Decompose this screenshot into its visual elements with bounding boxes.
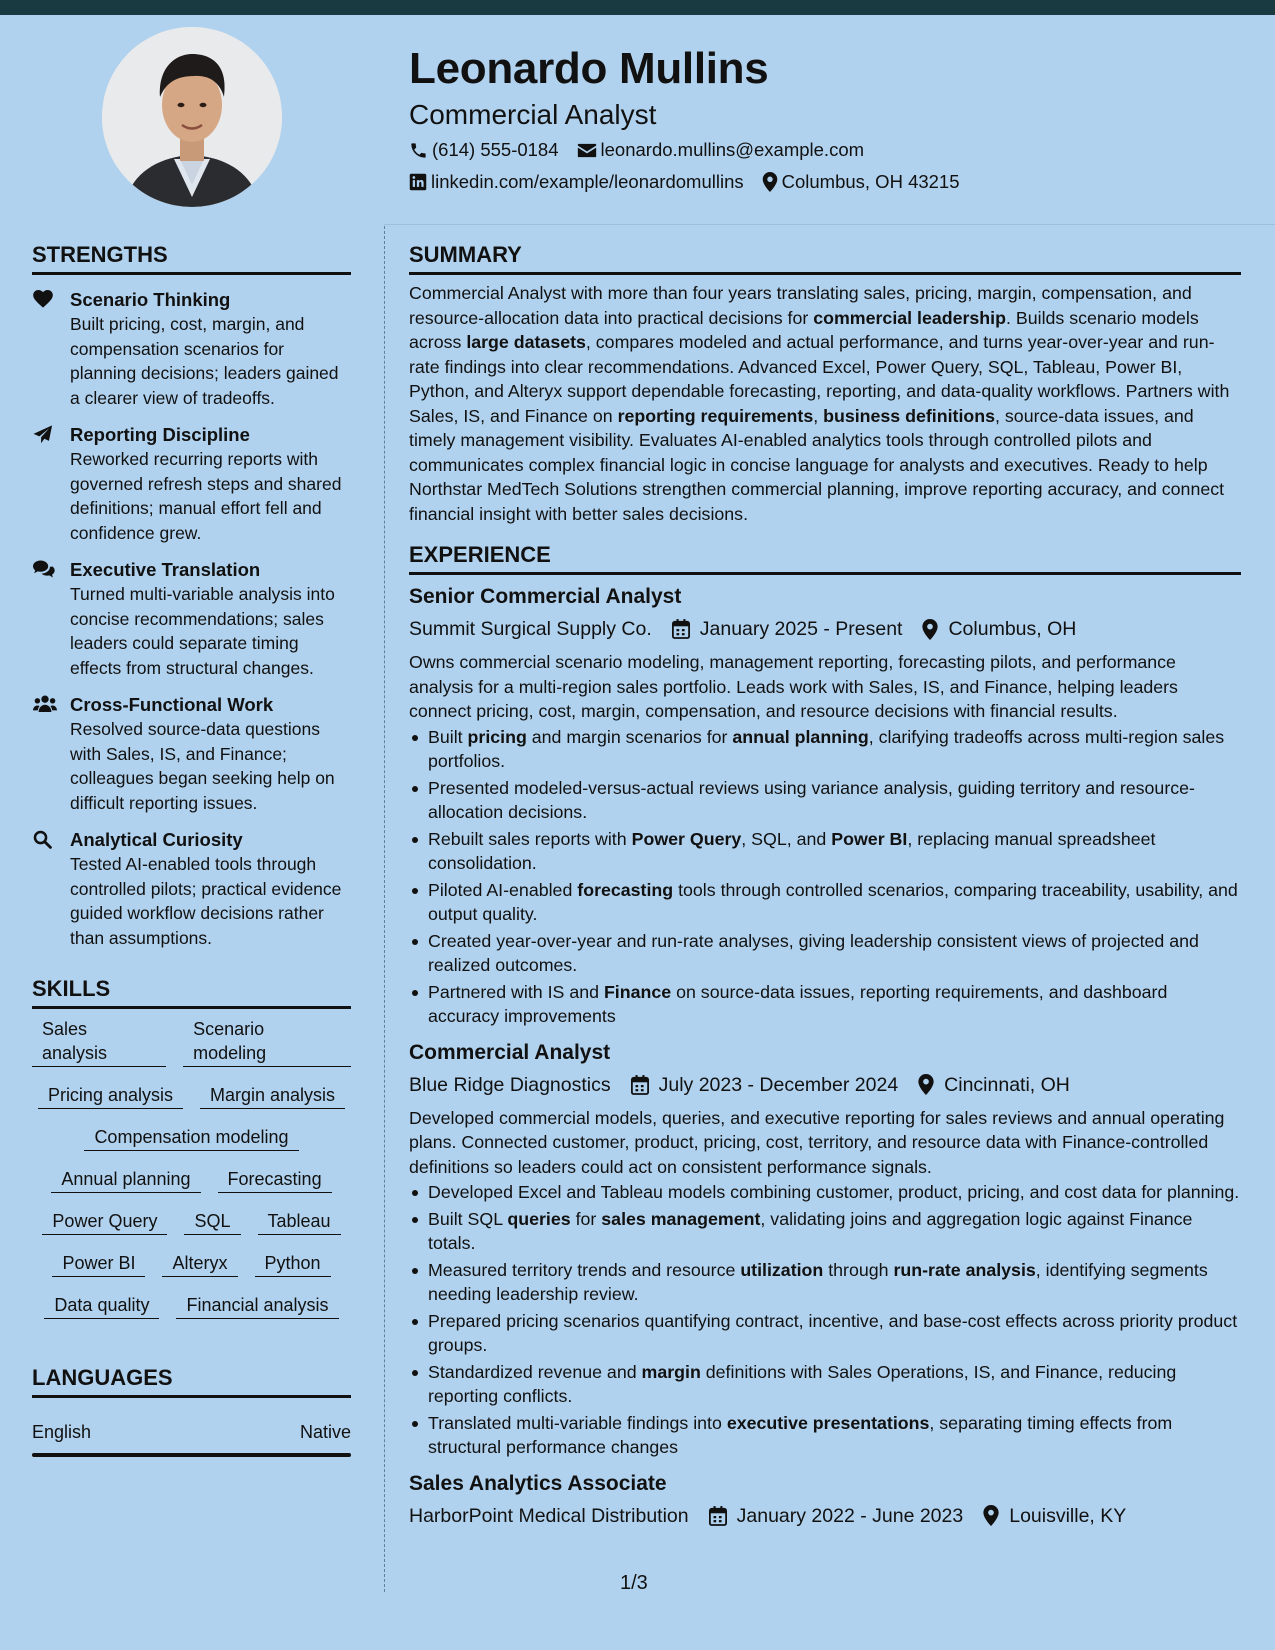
strength-item xyxy=(32,288,351,410)
job-location: Louisville, KY xyxy=(1009,1504,1127,1527)
job-entry xyxy=(409,1470,1241,1530)
strength-item xyxy=(32,423,351,545)
skill-tag: Forecasting xyxy=(218,1167,332,1193)
job-dates: January 2022 - June 2023 xyxy=(736,1504,964,1527)
text-run: Built SQL xyxy=(428,1208,508,1229)
job-dates: January 2025 - Present xyxy=(699,618,903,640)
bullet-item xyxy=(409,776,1241,825)
skill-row xyxy=(32,1167,351,1193)
skill-tag: Python xyxy=(255,1251,331,1277)
emphasis-text: annual planning xyxy=(732,726,869,747)
language-name: English xyxy=(32,1422,92,1442)
job-bullets xyxy=(409,725,1241,1029)
job-location: Cincinnati, OH xyxy=(944,1073,1070,1096)
experience-list xyxy=(409,583,1241,1530)
emphasis-text: forecasting xyxy=(577,879,674,900)
job-entry xyxy=(409,1039,1241,1460)
page-number: 1/3 xyxy=(620,1572,648,1594)
profile-photo xyxy=(102,27,282,207)
calendar-icon xyxy=(709,1506,727,1526)
skill-row xyxy=(32,1125,351,1151)
text-run: , identifying segments needing leadership review. xyxy=(428,1259,1208,1304)
contact-row-1 xyxy=(409,138,1249,162)
skill-tag: Financial analysis xyxy=(176,1293,338,1319)
text-run: , xyxy=(813,405,824,426)
strength-item xyxy=(32,558,351,680)
emphasis-text: Power Query xyxy=(631,828,742,849)
text-run: Created year-over-year and run-rate analyses, giving leadership consistent views of projected and realized outcomes. xyxy=(428,930,1199,975)
text-run: Prepared pricing scenarios quantifying contract, incentive, and base-cost effects across priority product groups. xyxy=(428,1310,1238,1355)
strength-title: Executive Translation xyxy=(70,559,261,580)
skill-row xyxy=(32,1251,351,1277)
email-contact xyxy=(577,138,865,162)
profile-photo-illustration xyxy=(102,27,282,207)
job-title: Senior Commercial Analyst xyxy=(409,585,682,608)
calendar-icon xyxy=(631,1075,649,1095)
text-run: , validating joins and aggregation logic against Finance totals. xyxy=(428,1208,1193,1253)
company-name: HarborPoint Medical Distribution xyxy=(409,1504,689,1527)
emphasis-text: sales management xyxy=(601,1208,761,1229)
text-run: Piloted AI-enabled xyxy=(428,879,578,900)
job-meta xyxy=(409,1071,1241,1099)
text-run: , SQL, and xyxy=(741,828,832,849)
phone-contact xyxy=(409,138,559,162)
skill-tag: Scenario modeling xyxy=(183,1017,351,1067)
linkedin-icon xyxy=(409,173,427,191)
strength-description: Tested AI-enabled tools through controlled pilots; practical evidence guided workflow decisions rather than assumptions. xyxy=(70,854,342,948)
text-run: Commercial Analyst with more than four years translating sales, pricing, margin, compensation, and resource-allocation data into practical decisions for xyxy=(409,283,1192,328)
linkedin-url[interactable]: linkedin.com/example/leonardomullins xyxy=(431,171,744,192)
emphasis-text: utilization xyxy=(740,1259,824,1280)
text-run: on source-data issues, reporting requirements, and dashboard accuracy improvements xyxy=(428,981,1168,1026)
text-run: Built xyxy=(428,726,468,747)
heart-icon xyxy=(33,290,53,308)
skill-row xyxy=(32,1209,351,1235)
bullet-item xyxy=(409,1180,1241,1205)
job-meta xyxy=(409,615,1241,643)
candidate-role: Commercial Analyst xyxy=(409,99,657,130)
skill-row xyxy=(32,1017,351,1067)
map-pin-icon xyxy=(918,1074,934,1095)
location-contact xyxy=(762,170,960,194)
skill-tag: Power Query xyxy=(42,1209,167,1235)
text-run: Measured territory trends and resource xyxy=(428,1259,741,1280)
text-run: through xyxy=(823,1259,894,1280)
skill-tag: Data quality xyxy=(44,1293,159,1319)
emphasis-text: Finance xyxy=(603,981,672,1002)
text-run: Developed Excel and Tableau models combining customer, product, pricing, and cost data for planning. xyxy=(428,1182,1240,1202)
emphasis-text: run-rate analysis xyxy=(893,1259,1036,1280)
text-run: Standardized revenue and xyxy=(428,1361,642,1382)
strengths-heading: STRENGTHS xyxy=(32,240,351,275)
strength-title: Reporting Discipline xyxy=(70,424,250,445)
skill-tag: Sales analysis xyxy=(32,1017,166,1067)
bullet-item xyxy=(409,1207,1241,1256)
resume-header xyxy=(409,40,1249,194)
skill-tag: Pricing analysis xyxy=(38,1083,183,1109)
strength-description: Built pricing, cost, margin, and compensation scenarios for planning decisions; leaders gained a clearer view of tradeoffs. xyxy=(70,314,339,408)
text-run: Partnered with IS and xyxy=(428,981,604,1002)
skill-tag: Power BI xyxy=(52,1251,145,1277)
emphasis-text: executive presentations xyxy=(726,1412,930,1433)
skill-tag: Compensation modeling xyxy=(84,1125,298,1151)
strength-description: Resolved source-data questions with Sales, IS, and Finance; colleagues began seeking help on difficult reporting issues. xyxy=(70,719,335,813)
envelope-icon xyxy=(577,142,597,159)
column-divider xyxy=(384,226,385,1592)
text-run: , clarifying tradeoffs across multi-region sales portfolios. xyxy=(428,726,1225,771)
map-pin-icon xyxy=(983,1505,999,1526)
text-run: , replacing manual spreadsheet consolidation. xyxy=(428,828,1156,873)
text-run: , separating timing effects from structural performance changes xyxy=(428,1412,1173,1457)
calendar-icon xyxy=(672,619,690,639)
phone-number[interactable]: (614) 555-0184 xyxy=(432,139,559,160)
bullet-item xyxy=(409,827,1241,876)
job-location: Columbus, OH xyxy=(948,618,1077,640)
summary-heading: SUMMARY xyxy=(409,240,1241,275)
emphasis-text: pricing xyxy=(467,726,527,747)
users-icon xyxy=(33,695,57,713)
top-color-bar xyxy=(0,0,1275,15)
skills-heading: SKILLS xyxy=(32,974,351,1009)
skill-tag: Tableau xyxy=(258,1209,341,1235)
strength-item xyxy=(32,693,351,815)
strength-title: Cross-Functional Work xyxy=(70,694,274,715)
email-address[interactable]: leonardo.mullins@example.com xyxy=(600,139,865,160)
emphasis-text: Power BI xyxy=(831,828,908,849)
emphasis-text: reporting requirements xyxy=(617,405,814,426)
job-description: Developed commercial models, queries, and executive reporting for sales reviews and annual operating plans. Connected customer, product, pricing, cost, territory, and resource data with Finance-controlled definitions so leaders could act on consistent performance signals. xyxy=(409,1107,1225,1177)
bullet-item xyxy=(409,1309,1241,1358)
left-column xyxy=(32,240,351,1457)
bullet-item xyxy=(409,1258,1241,1307)
strength-description: Turned multi-variable analysis into concise recommendations; sales leaders could separate timing effects from structural changes. xyxy=(70,584,335,678)
bullet-item xyxy=(409,878,1241,927)
text-run: . Builds scenario models across xyxy=(409,307,1199,352)
strength-item xyxy=(32,828,351,950)
experience-heading: EXPERIENCE xyxy=(409,540,1241,575)
skill-tag: Margin analysis xyxy=(200,1083,345,1109)
text-run: tools through controlled scenarios, comparing traceability, usability, and output quality. xyxy=(428,879,1238,924)
skills-list xyxy=(32,1017,351,1319)
text-run: , source-data issues, and timely management visibility. Evaluates AI-enabled analytics tools through controlled pilots and communicates complex financial logic in concise language for analysts and executives. Ready to help Northstar MedTech Solutions strengthen commercial planning, improve reporting accuracy, and connect financial insight with better sales decisions. xyxy=(409,405,1225,524)
emphasis-text: margin xyxy=(641,1361,701,1382)
skill-row xyxy=(32,1293,351,1319)
emphasis-text: queries xyxy=(507,1208,571,1229)
map-pin-icon xyxy=(762,172,778,192)
phone-icon xyxy=(409,141,428,160)
job-meta xyxy=(409,1502,1241,1530)
company-name: Blue Ridge Diagnostics xyxy=(409,1073,611,1096)
summary-text xyxy=(409,281,1241,526)
paper-plane-icon xyxy=(33,425,53,444)
skill-row xyxy=(32,1083,351,1109)
emphasis-text: business definitions xyxy=(823,405,996,426)
candidate-name: Leonardo Mullins xyxy=(409,44,769,93)
job-title: Sales Analytics Associate xyxy=(409,1471,667,1495)
strength-title: Analytical Curiosity xyxy=(70,829,243,850)
job-dates: July 2023 - December 2024 xyxy=(658,1073,899,1096)
text-run: for xyxy=(570,1208,602,1229)
skill-tag: Alteryx xyxy=(162,1251,237,1277)
strength-description: Reworked recurring reports with governed refresh steps and shared definitions; manual effort fell and confidence grew. xyxy=(70,449,342,543)
skill-tag: Annual planning xyxy=(51,1167,200,1193)
company-name: Summit Surgical Supply Co. xyxy=(409,618,652,640)
text-run: Presented modeled-versus-actual reviews using variance analysis, guiding territory and resource-allocation decisions. xyxy=(428,777,1195,822)
emphasis-text: commercial leadership xyxy=(813,307,1006,328)
map-pin-icon xyxy=(922,619,938,640)
job-description: Owns commercial scenario modeling, management reporting, forecasting pilots, and performance analysis for a multi-region sales portfolio. Leads work with Sales, IS, and Finance, helping leaders connect pricing, cost, margin, compensation, and resource decisions with financial results. xyxy=(409,652,1178,721)
skill-tag: SQL xyxy=(184,1209,240,1235)
emphasis-text: large datasets xyxy=(466,332,586,352)
bullet-item xyxy=(409,980,1241,1029)
text-run: and margin scenarios for xyxy=(526,726,733,747)
text-run: Translated multi-variable findings into xyxy=(428,1412,727,1433)
text-run: Rebuilt sales reports with xyxy=(428,828,632,849)
bullet-item xyxy=(409,1360,1241,1409)
bullet-item xyxy=(409,929,1241,978)
languages-heading: LANGUAGES xyxy=(32,1363,351,1398)
search-icon xyxy=(33,830,52,849)
language-item xyxy=(32,1420,351,1444)
bullet-item xyxy=(409,1411,1241,1460)
job-title: Commercial Analyst xyxy=(409,1040,611,1064)
language-level-bar xyxy=(32,1453,351,1457)
job-bullets xyxy=(409,1180,1241,1460)
job-entry xyxy=(409,583,1241,1029)
location-text: Columbus, OH 43215 xyxy=(781,171,960,192)
header-divider xyxy=(384,224,1275,225)
comments-icon xyxy=(33,560,55,578)
linkedin-contact xyxy=(409,170,744,194)
text-run: , compares modeled and actual performance, and turns year-over-year and run-rate findings into clear recommendations. Advanced Excel, Power Query, SQL, Tableau, Power BI, Python, and Alteryx support dependable forecasting, reporting, and data-quality workflows. Partners with Sales, IS, and Finance on xyxy=(409,332,1230,426)
bullet-item xyxy=(409,725,1241,774)
contact-row-2 xyxy=(409,170,1249,194)
language-level: Native xyxy=(299,1422,351,1442)
text-run: definitions with Sales Operations, IS, and Finance, reducing reporting conflicts. xyxy=(428,1361,1177,1406)
strength-title: Scenario Thinking xyxy=(70,289,231,310)
right-column xyxy=(409,240,1241,1530)
